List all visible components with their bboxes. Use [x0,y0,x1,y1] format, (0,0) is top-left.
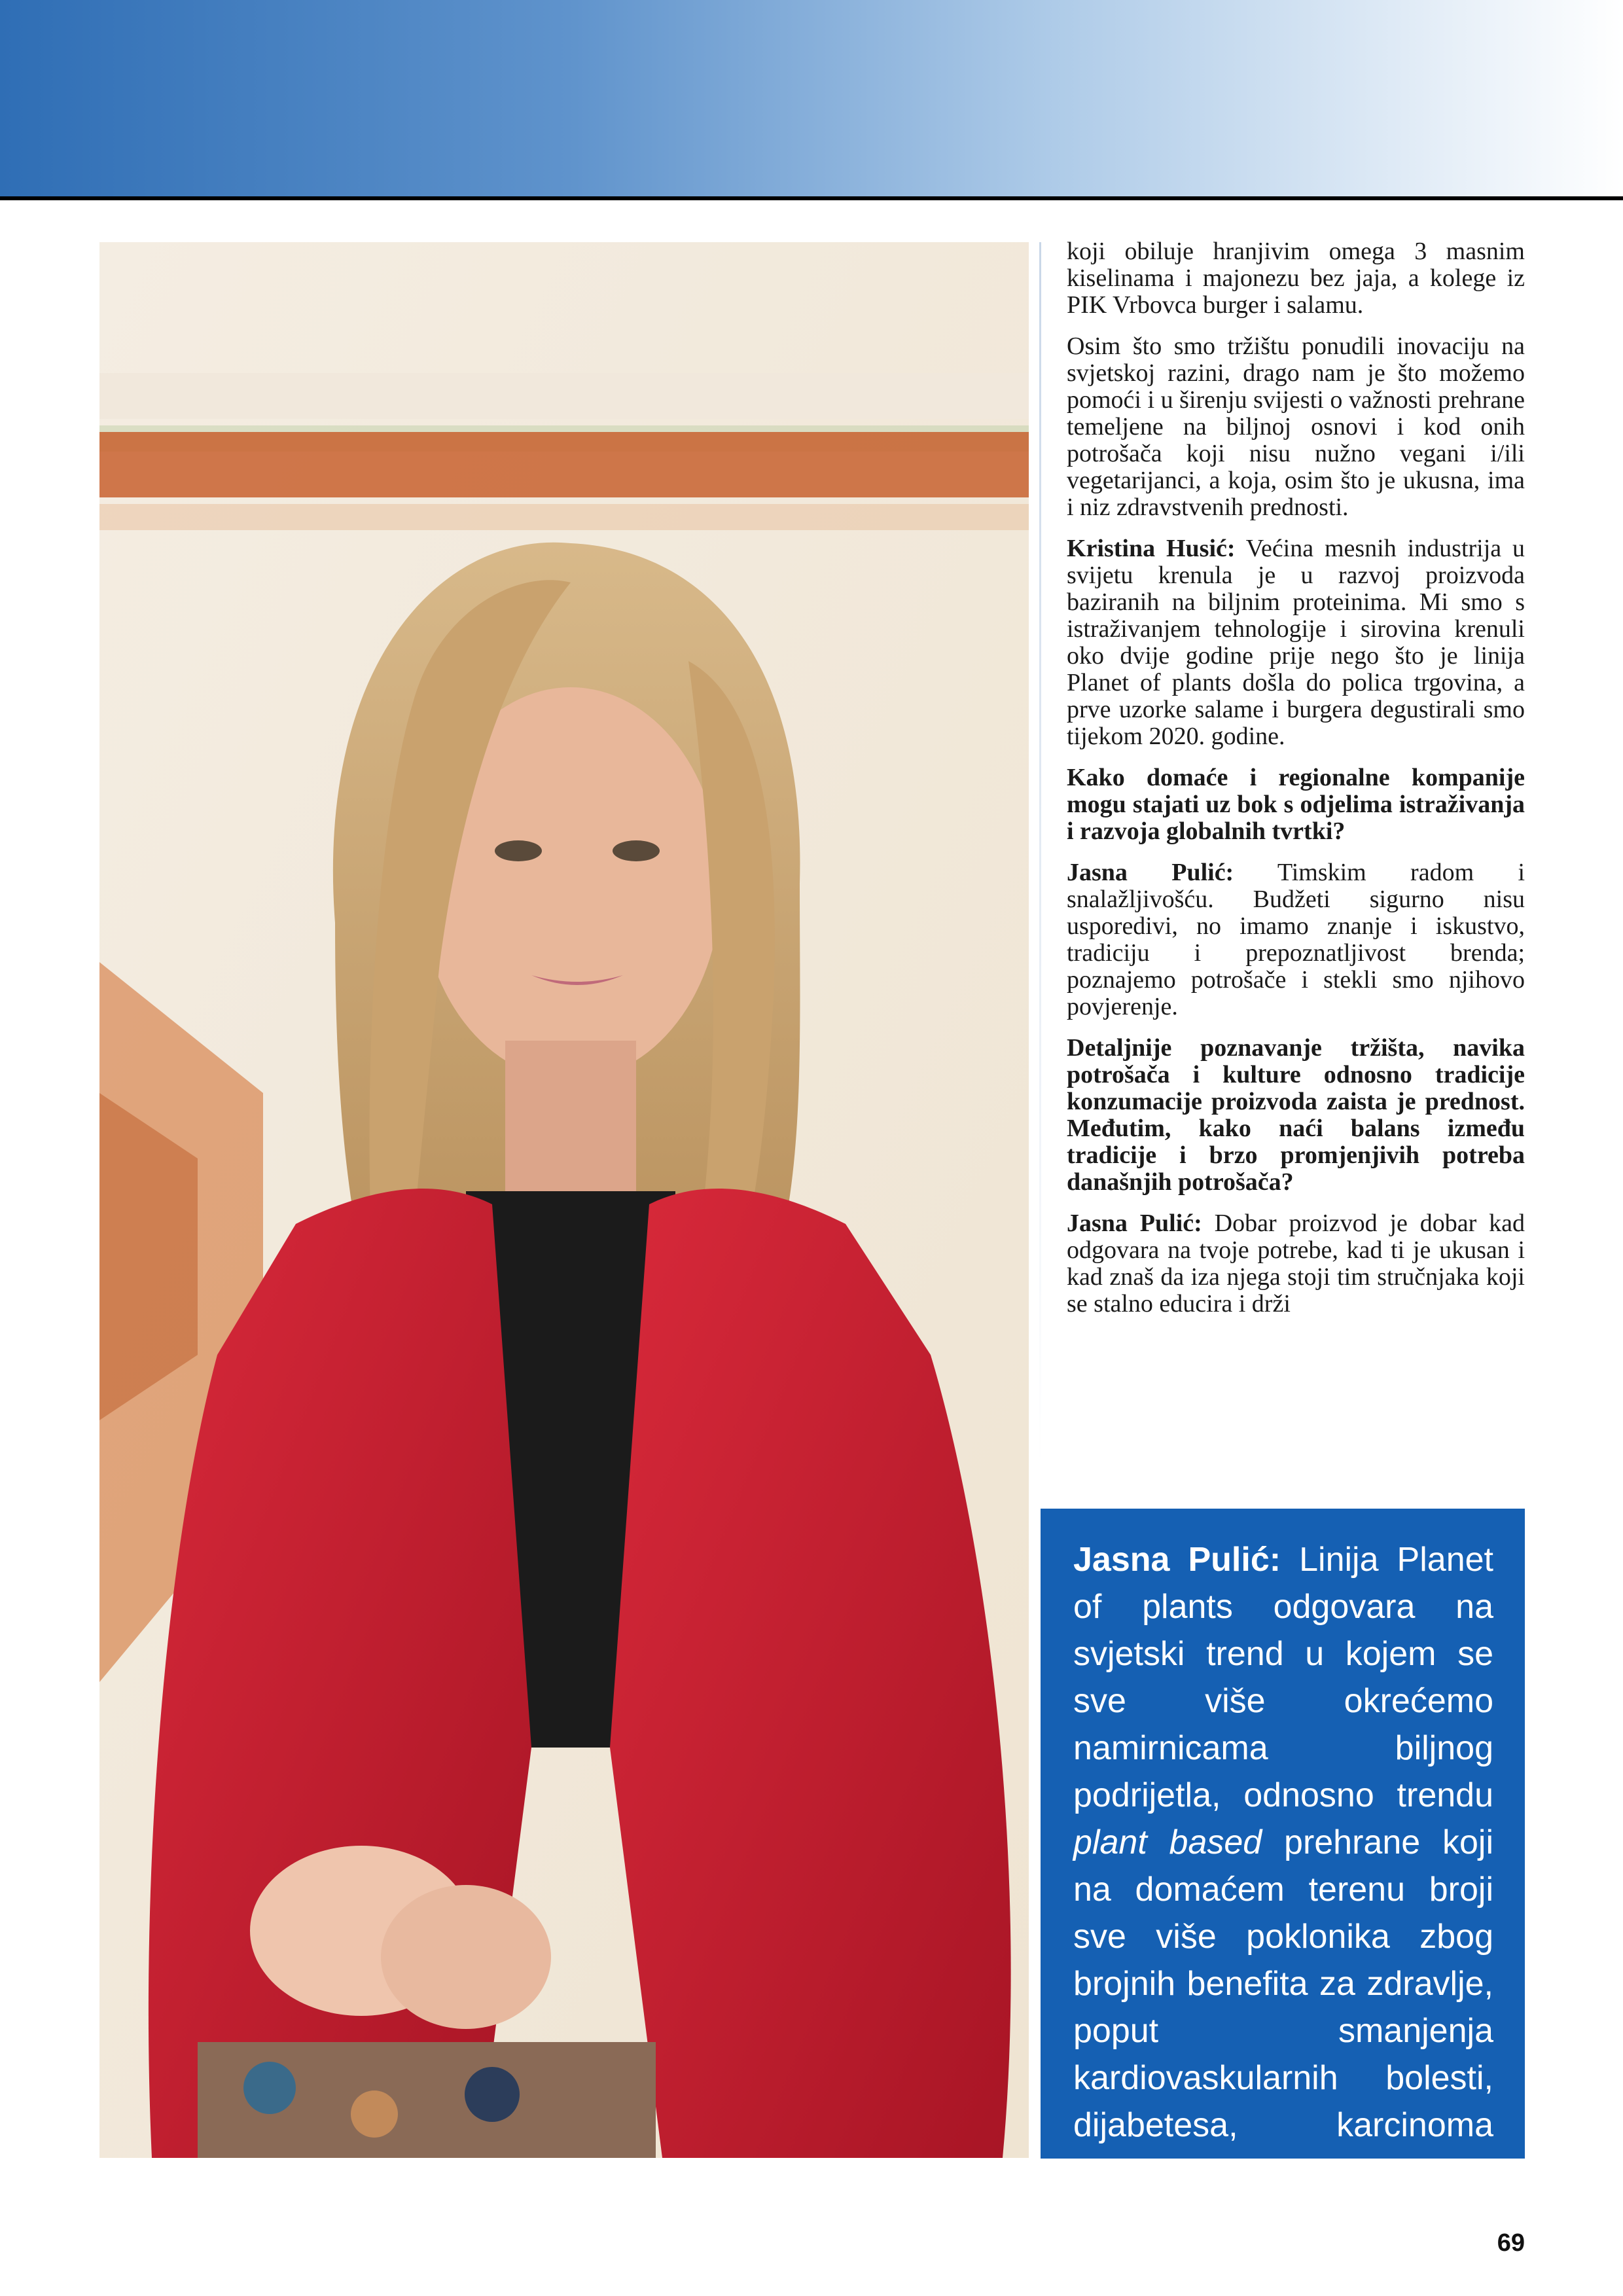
quote-text-a: Linija Planet of plants odgovara na svjetski trend u kojem se sve više okrećemo namirnicama biljnog podrijetla, odnosno trendu [1073,1541,1493,1814]
paragraph-1: koji obiluje hranjivim omega 3 masnim kiselinama i majonezu bez jaja, a kolege iz PIK Vrbovca burger i salamu. [1067,238,1525,319]
article-body [1067,238,1525,1332]
speaker-name: Jasna Pulić: [1067,1210,1202,1237]
page-number: 69 [1497,2229,1525,2257]
paragraph-5 [1067,1210,1525,1318]
quote-text-b: prehrane koji na domaćem terenu broji sve više poklonika zbog brojnih benefita za zdravlje, poput smanjenja kardiovaskularnih bolesti, dijabetesa, karcinoma debelog crijeva, dojke i prostate te depresije. [1073,1823,1493,2238]
interview-question-1: Kako domaće i regionalne kompanije mogu stajati uz bok s odjelima istraživanja i razvoja globalnih tvrtki? [1067,764,1525,845]
speaker-name: Kristina Husić: [1067,535,1236,562]
portrait-photo [99,242,1029,2158]
quote-speaker: Jasna Pulić: [1073,1541,1281,1579]
paragraph-4 [1067,859,1525,1020]
speaker-name: Jasna Pulić: [1067,859,1234,886]
pull-quote-box [1041,1509,1525,2238]
header-band [0,0,1623,198]
quote-text-emphasis: plant based [1073,1823,1262,1861]
answer-text: Većina mesnih industrija u svijetu krenula je u razvoj proizvoda baziranih na biljnim proteinima. Mi smo s istraživanjem tehnologije i sirovina krenuli oko dvije godine prije nego što je linija Planet of plants došla do polica trgovina, a prve uzorke salame i burgera degustirali smo tijekom 2020. godine. [1067,535,1525,750]
column-divider [1039,242,1041,1466]
interview-question-2: Detaljnije poznavanje tržišta, navika potrošača i kulture odnosno tradicije konzumacije proizvoda zaista je prednost. Međutim, kako naći balans između tradicije i brzo promjenjivih potreba današnjih potrošača? [1067,1034,1525,1196]
header-rule [0,196,1623,200]
answer-text: Timskim radom i snalažljivošću. Budžeti sigurno nisu usporedivi, no imamo znanje i iskustvo, tradiciju i prepoznatljivost brenda; poznajemo potrošače i stekli smo njihovo povjerenje. [1067,859,1525,1020]
paragraph-3 [1067,535,1525,750]
answer-text: Dobar proizvod je dobar kad odgovara na tvoje potrebe, kad ti je ukusan i kad znaš da iza njega stoji tim stručnjaka koji se stalno educira i drži [1067,1210,1525,1318]
paragraph-2: Osim što smo tržištu ponudili inovaciju na svjetskoj razini, drago nam je što možemo pomoći i u širenju svijesti o važnosti prehrane temeljene na biljnoj osnovi i kod onih potrošača koji nisu nužno vegani i/ili vegetarijanci, a koja, osim što je ukusna, ima i niz zdravstvenih prednosti. [1067,332,1525,521]
